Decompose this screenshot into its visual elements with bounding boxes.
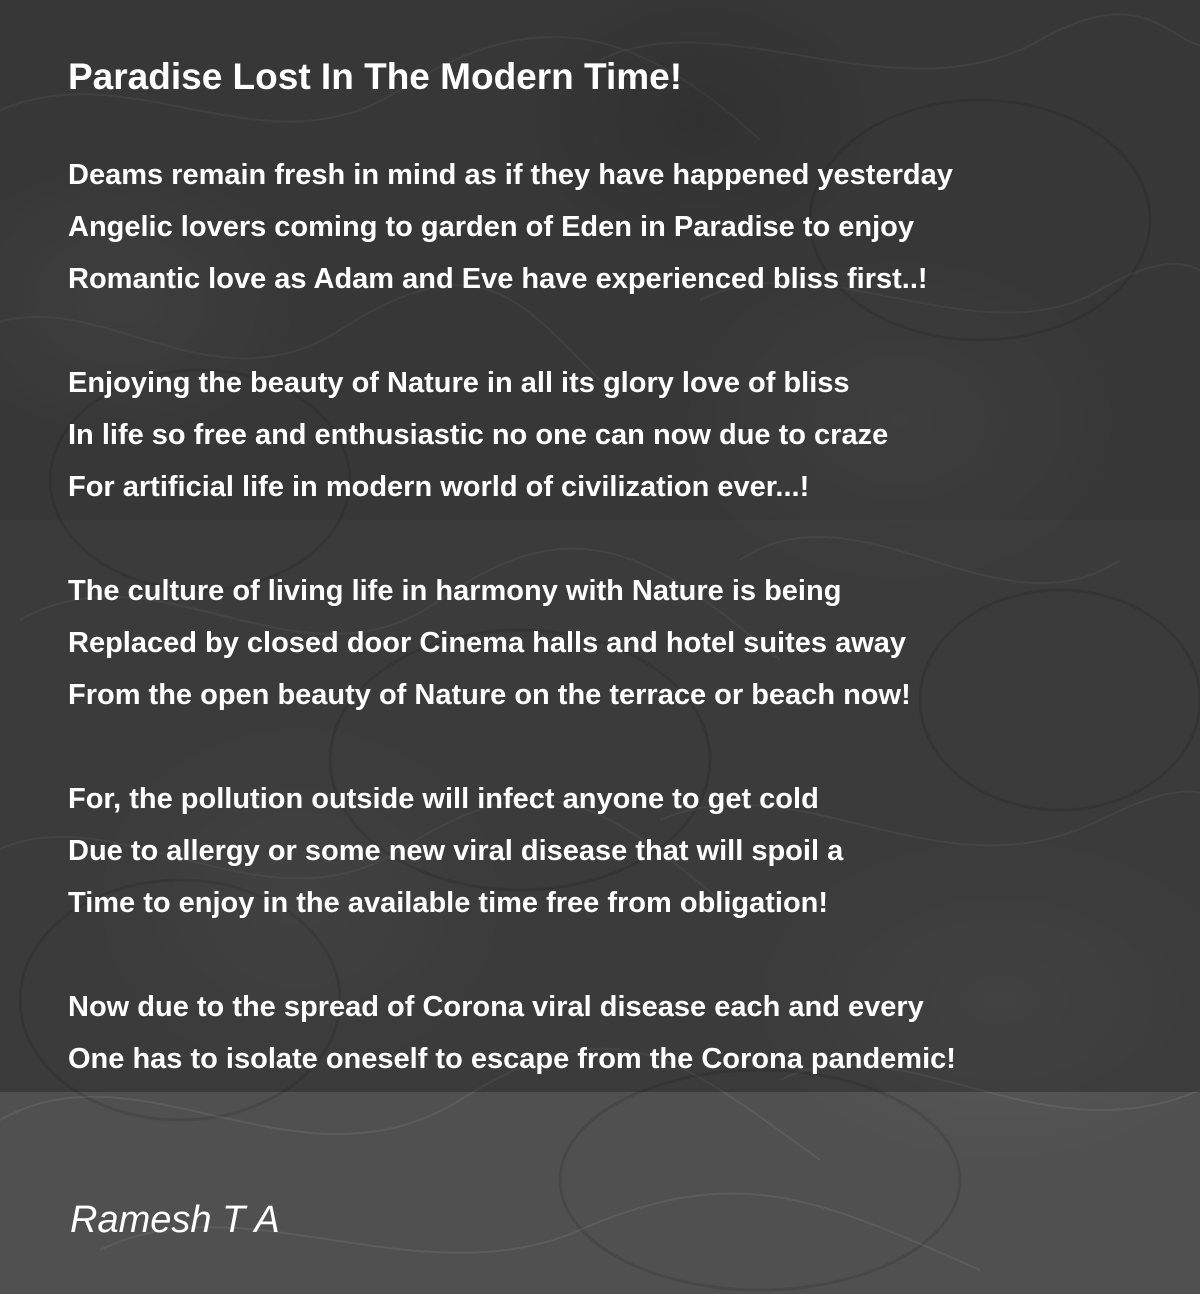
poem-title: Paradise Lost In The Modern Time!	[68, 56, 683, 97]
poem-line: Romantic love as Adam and Eve have experienced bliss first..!	[68, 263, 928, 295]
stanza	[68, 773, 1168, 929]
poem-body	[68, 149, 1168, 1137]
poem-line: Enjoying the beauty of Nature in all its glory love of bliss	[68, 367, 850, 399]
poem-line: Time to enjoy in the available time free from obligation!	[68, 887, 829, 919]
poem-line: Now due to the spread of Corona viral disease each and every	[68, 991, 924, 1023]
stanza	[68, 565, 1168, 721]
poem-line: In life so free and enthusiastic no one can now due to craze	[68, 419, 889, 451]
stanza	[68, 357, 1168, 513]
poem-line: Due to allergy or some new viral disease that will spoil a	[68, 835, 844, 867]
poem-line: For, the pollution outside will infect anyone to get cold	[68, 783, 819, 815]
poem-line: Deams remain fresh in mind as if they have happened yesterday	[68, 159, 953, 191]
stanza	[68, 149, 1168, 305]
poem-line: From the open beauty of Nature on the terrace or beach now!	[68, 679, 911, 711]
poem-line: For artificial life in modern world of civilization ever...!	[68, 471, 810, 503]
poem-line: One has to isolate oneself to escape from the Corona pandemic!	[68, 1043, 956, 1075]
poem-author: Ramesh T A	[70, 1199, 280, 1241]
poem-line: The culture of living life in harmony with Nature is being	[68, 575, 842, 607]
poem-line: Angelic lovers coming to garden of Eden in Paradise to enjoy	[68, 211, 914, 243]
poem-line: Replaced by closed door Cinema halls and hotel suites away	[68, 627, 907, 659]
stanza	[68, 981, 1168, 1085]
